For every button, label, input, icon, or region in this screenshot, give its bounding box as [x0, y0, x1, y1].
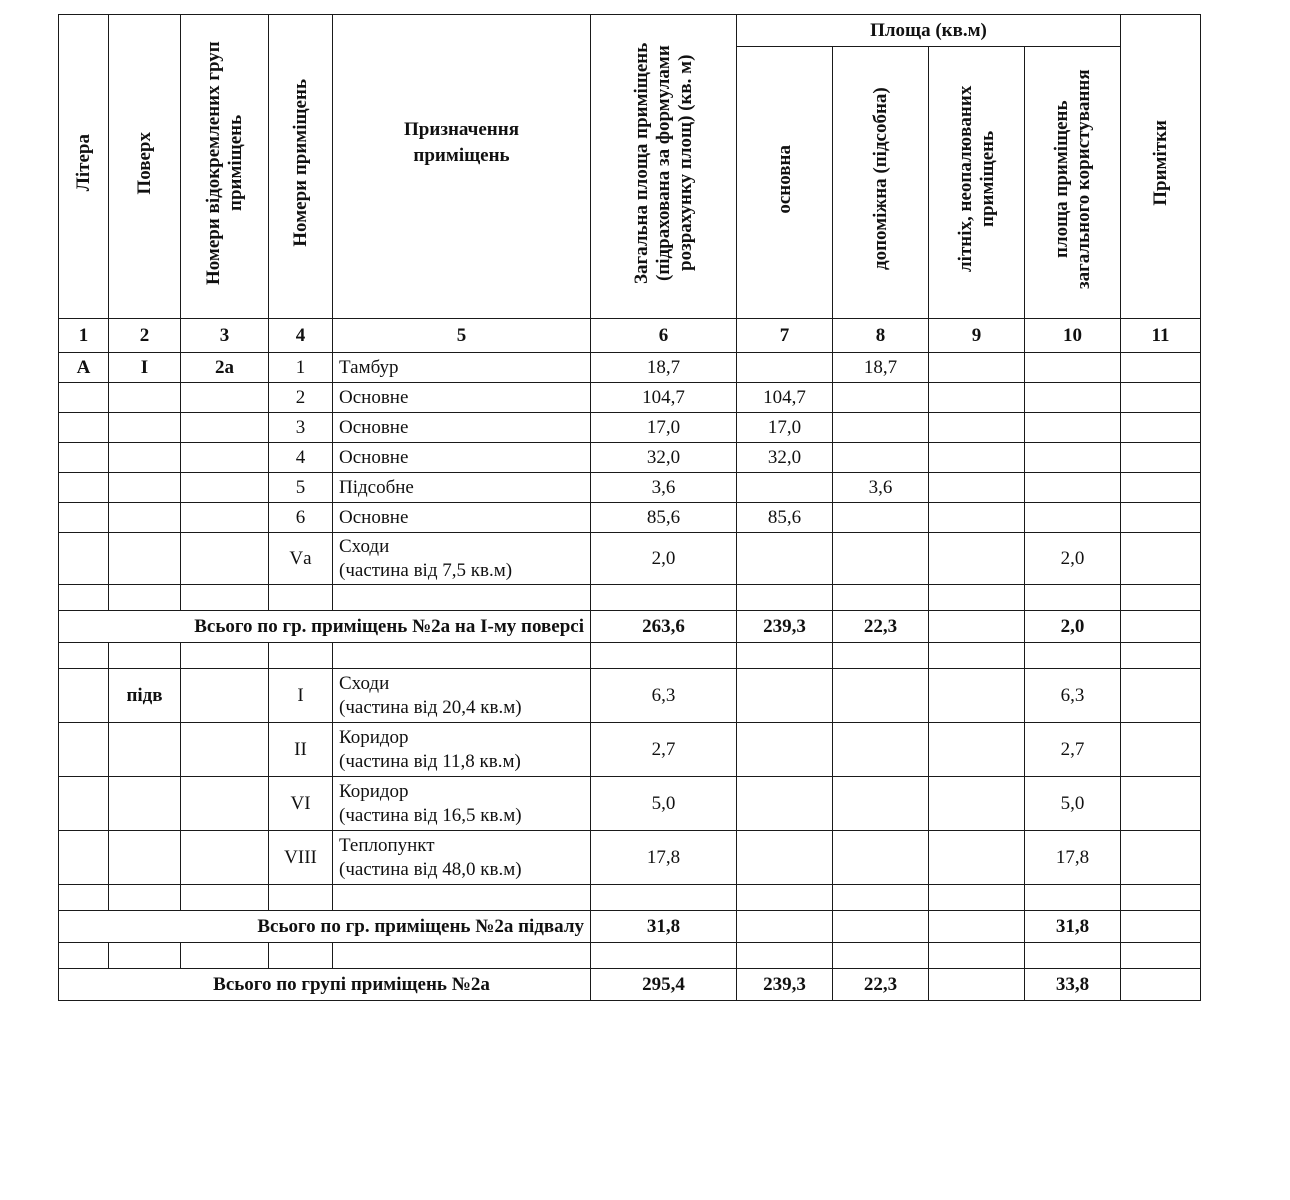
room-purpose	[333, 723, 591, 777]
col-header-main: основна	[737, 47, 833, 319]
col-header-room-number: Номери приміщень	[269, 15, 333, 319]
main-area	[737, 533, 833, 585]
room-number: І	[269, 669, 333, 723]
total-area: 32,0	[591, 443, 737, 473]
subtotal-total: 263,6	[591, 611, 737, 643]
col-number: 3	[181, 319, 269, 353]
table-row	[59, 443, 1201, 473]
col-header-litera: Літера	[59, 15, 109, 319]
empty-row	[59, 585, 1201, 611]
main-area: 85,6	[737, 503, 833, 533]
room-purpose-name: Сходи	[339, 672, 390, 694]
grand-total-label: Всього по групі приміщень №2а	[59, 969, 591, 1001]
table-row	[59, 533, 1201, 585]
total-area: 18,7	[591, 353, 737, 383]
room-purpose-note: (частина від 16,5 кв.м)	[339, 804, 522, 826]
subtotal-total: 31,8	[591, 911, 737, 943]
room-number: Vа	[269, 533, 333, 585]
subtotal-row-basement	[59, 911, 1201, 943]
room-purpose: Основне	[333, 443, 591, 473]
room-purpose-name: Коридор	[339, 726, 409, 748]
col-number: 11	[1121, 319, 1201, 353]
room-purpose-name: Коридор	[339, 780, 409, 802]
col-number: 7	[737, 319, 833, 353]
total-area: 85,6	[591, 503, 737, 533]
col-header-total-area: Загальна площа приміщень (підрахована за формулами розрахунку площ) (кв. м)	[591, 15, 737, 319]
main-area: 104,7	[737, 383, 833, 413]
grand-total-common: 33,8	[1025, 969, 1121, 1001]
table-row	[59, 503, 1201, 533]
notes-cell	[1121, 353, 1201, 383]
col-header-summer: літніх, неопалюваних приміщень	[929, 47, 1025, 319]
premises-area-table	[58, 14, 1201, 1001]
col-header-purpose: Призначення приміщень	[333, 15, 591, 319]
room-purpose	[333, 831, 591, 885]
room-number: 2	[269, 383, 333, 413]
aux-area	[833, 503, 929, 533]
room-purpose-name: Теплопункт	[339, 834, 435, 856]
room-number: 6	[269, 503, 333, 533]
room-number: VІІІ	[269, 831, 333, 885]
room-purpose-note: (частина від 11,8 кв.м)	[339, 750, 521, 772]
subtotal-aux: 22,3	[833, 611, 929, 643]
col-header-group: Номери відокремлених груп приміщень	[181, 15, 269, 319]
common-area: 2,0	[1025, 533, 1121, 585]
grand-total-aux: 22,3	[833, 969, 929, 1001]
common-area	[1025, 413, 1121, 443]
common-area	[1025, 443, 1121, 473]
room-purpose: Основне	[333, 383, 591, 413]
subtotal-common: 2,0	[1025, 611, 1121, 643]
common-area: 2,7	[1025, 723, 1121, 777]
floor-cell: підв	[109, 669, 181, 723]
table-row	[59, 831, 1201, 885]
room-purpose: Основне	[333, 503, 591, 533]
table-row	[59, 473, 1201, 503]
grand-total-row	[59, 969, 1201, 1001]
total-area: 3,6	[591, 473, 737, 503]
main-area	[737, 473, 833, 503]
subtotal-label: Всього по гр. приміщень №2а підвалу	[59, 911, 591, 943]
col-number: 9	[929, 319, 1025, 353]
col-number: 1	[59, 319, 109, 353]
main-area: 17,0	[737, 413, 833, 443]
total-area: 5,0	[591, 777, 737, 831]
room-purpose	[333, 669, 591, 723]
table-row	[59, 413, 1201, 443]
main-area: 32,0	[737, 443, 833, 473]
col-number: 2	[109, 319, 181, 353]
table-row	[59, 723, 1201, 777]
common-area: 5,0	[1025, 777, 1121, 831]
total-area: 2,7	[591, 723, 737, 777]
room-purpose-note: (частина від 20,4 кв.м)	[339, 696, 522, 718]
col-number: 5	[333, 319, 591, 353]
col-header-floor: Поверх	[109, 15, 181, 319]
room-purpose-note: (частина від 48,0 кв.м)	[339, 858, 522, 880]
room-purpose-name: Сходи	[339, 535, 390, 557]
common-area: 17,8	[1025, 831, 1121, 885]
room-purpose	[333, 777, 591, 831]
subtotal-main: 239,3	[737, 611, 833, 643]
room-number: 4	[269, 443, 333, 473]
litera-cell: А	[59, 353, 109, 383]
total-area: 2,0	[591, 533, 737, 585]
table-row	[59, 383, 1201, 413]
room-purpose: Підсобне	[333, 473, 591, 503]
aux-area	[833, 443, 929, 473]
total-area: 6,3	[591, 669, 737, 723]
col-number: 10	[1025, 319, 1121, 353]
table-row	[59, 777, 1201, 831]
subtotal-row-floor1	[59, 611, 1201, 643]
room-purpose: Основне	[333, 413, 591, 443]
empty-row	[59, 943, 1201, 969]
aux-area: 18,7	[833, 353, 929, 383]
summer-area	[929, 353, 1025, 383]
header-row-top	[59, 15, 1201, 47]
room-purpose	[333, 533, 591, 585]
col-header-notes: Примітки	[1121, 15, 1201, 319]
aux-area	[833, 413, 929, 443]
area-group-header: Площа (кв.м)	[737, 15, 1121, 47]
group-cell: 2а	[181, 353, 269, 383]
common-area: 6,3	[1025, 669, 1121, 723]
table-row	[59, 353, 1201, 383]
empty-row	[59, 885, 1201, 911]
aux-area	[833, 383, 929, 413]
room-number: 5	[269, 473, 333, 503]
column-number-row	[59, 319, 1201, 353]
empty-row	[59, 643, 1201, 669]
table-row	[59, 669, 1201, 723]
room-number: 3	[269, 413, 333, 443]
col-header-aux: допоміжна (підсобна)	[833, 47, 929, 319]
aux-area	[833, 533, 929, 585]
common-area	[1025, 473, 1121, 503]
subtotal-label: Всього по гр. приміщень №2а на І-му поверсі	[59, 611, 591, 643]
room-number: VІ	[269, 777, 333, 831]
room-number: 1	[269, 353, 333, 383]
common-area	[1025, 353, 1121, 383]
main-area	[737, 353, 833, 383]
common-area	[1025, 503, 1121, 533]
room-purpose: Тамбур	[333, 353, 591, 383]
total-area: 104,7	[591, 383, 737, 413]
room-number: ІІ	[269, 723, 333, 777]
subtotal-common: 31,8	[1025, 911, 1121, 943]
col-number: 8	[833, 319, 929, 353]
total-area: 17,8	[591, 831, 737, 885]
total-area: 17,0	[591, 413, 737, 443]
floor-cell: І	[109, 353, 181, 383]
col-number: 6	[591, 319, 737, 353]
col-number: 4	[269, 319, 333, 353]
aux-area: 3,6	[833, 473, 929, 503]
grand-total-total: 295,4	[591, 969, 737, 1001]
room-purpose-note: (частина від 7,5 кв.м)	[339, 559, 513, 581]
common-area	[1025, 383, 1121, 413]
col-header-common: площа приміщень загального користування	[1025, 47, 1121, 319]
grand-total-main: 239,3	[737, 969, 833, 1001]
